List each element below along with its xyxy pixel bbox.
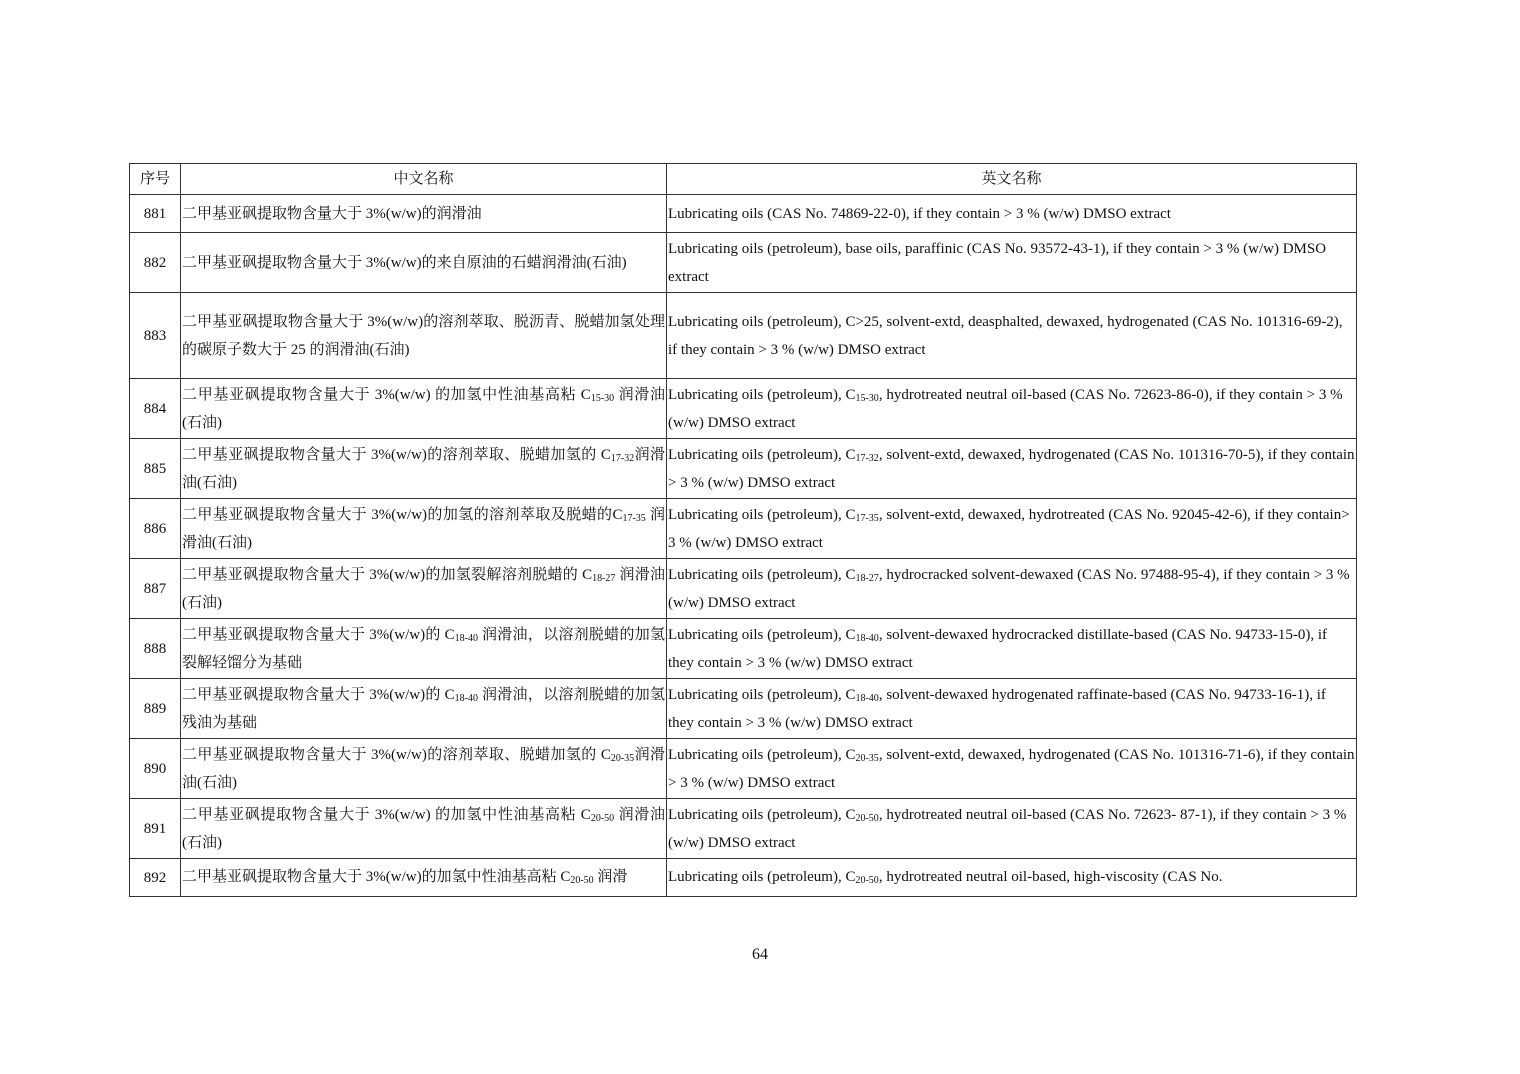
table-row: [130, 859, 1357, 897]
carbon-range-subscript: 17-35: [622, 512, 646, 524]
name-text: 润滑油，以溶剂脱蜡的加氢残油为基础: [182, 686, 665, 731]
name-text: 润滑油(石油): [182, 566, 665, 611]
carbon-range-subscript: 15-30: [590, 392, 615, 404]
name-text: , hydrotreated neutral oil-based (CAS No. 72623-86-0), if they contain > 3 % (w/w) DMSO extract: [668, 386, 1343, 431]
name-text: 二甲基亚砜提取物含量大于 3%(w/w)的溶剂萃取、脱蜡加氢的 C: [182, 446, 611, 463]
chinese-name-cell: [181, 439, 667, 499]
name-text: 二甲基亚砜提取物含量大于 3%(w/w)的加氢中性油基高粘 C: [182, 869, 571, 885]
chinese-name-cell: [181, 293, 667, 379]
name-text: 二甲基亚砜提取物含量大于 3%(w/w)的 C: [182, 686, 455, 703]
chinese-name-cell: [181, 739, 667, 799]
carbon-range-subscript: 20-35: [610, 752, 635, 764]
substance-table: [129, 163, 1357, 897]
serial-number-cell: 883: [130, 293, 181, 379]
name-text: 二甲基亚砜提取物含量大于 3%(w/w)的加氢的溶剂萃取及脱蜡的C: [182, 506, 623, 523]
carbon-range-subscript: 20-35: [855, 752, 879, 764]
name-text: 润滑油，以溶剂脱蜡的加氢裂解轻馏分为基础: [182, 626, 665, 671]
name-text: Lubricating oils (petroleum), C>25, solvent-extd, deasphalted, dewaxed, hydrogenated (CAS No. 101316-69-2), if they contain > 3 % (w/w) DMSO extract: [668, 313, 1343, 358]
table-row: [130, 739, 1357, 799]
name-text: 二甲基亚砜提取物含量大于 3%(w/w)的加氢裂解溶剂脱蜡的 C: [182, 566, 593, 583]
serial-number-cell: 890: [130, 739, 181, 799]
chinese-name-cell: [181, 233, 667, 293]
name-text: , solvent-dewaxed hydrocracked distillate-based (CAS No. 94733-15-0), if they contain > 3 % (w/w) DMSO extract: [668, 626, 1328, 671]
english-name-cell: [667, 439, 1357, 499]
carbon-range-subscript: 20-50: [570, 875, 594, 886]
chinese-name-cell: [181, 799, 667, 859]
carbon-range-subscript: 17-35: [855, 512, 879, 524]
name-text: Lubricating oils (petroleum), C: [668, 626, 856, 643]
name-text: 二甲基亚砜提取物含量大于 3%(w/w)的来自原油的石蜡润滑油(石油): [182, 254, 627, 271]
carbon-range-subscript: 15-30: [855, 392, 879, 404]
name-text: 润滑: [593, 869, 628, 885]
table-row: [130, 195, 1357, 233]
name-text: 二甲基亚砜提取物含量大于 3%(w/w)的溶剂萃取、脱蜡加氢的 C: [182, 746, 611, 763]
carbon-range-subscript: 17-32: [610, 452, 635, 464]
name-text: 润滑油(石油): [182, 746, 665, 791]
chinese-name-cell: [181, 195, 667, 233]
name-text: , hydrocracked solvent-dewaxed (CAS No. 97488-95-4), if they contain > 3 % (w/w) DMSO extract: [668, 566, 1350, 611]
english-name-cell: [667, 379, 1357, 439]
name-text: Lubricating oils (petroleum), base oils, paraffinic (CAS No. 93572-43-1), if they contain > 3 % (w/w) DMSO extract: [668, 240, 1327, 285]
table-row: [130, 379, 1357, 439]
english-name-cell: [667, 293, 1357, 379]
header-chinese-name: 中文名称: [181, 164, 667, 195]
table-row: [130, 499, 1357, 559]
name-text: Lubricating oils (petroleum), C: [668, 869, 856, 885]
english-name-cell: [667, 559, 1357, 619]
carbon-range-subscript: 18-40: [855, 632, 879, 644]
english-name-cell: [667, 499, 1357, 559]
chinese-name-cell: [181, 859, 667, 897]
serial-number-cell: 891: [130, 799, 181, 859]
name-text: 二甲基亚砜提取物含量大于 3%(w/w)的溶剂萃取、脱沥青、脱蜡加氢处理的碳原子数大于 25 的润滑油(石油): [182, 313, 665, 358]
name-text: 二甲基亚砜提取物含量大于 3%(w/w) 的加氢中性油基高粘 C: [182, 386, 591, 403]
english-name-cell: [667, 799, 1357, 859]
name-text: , hydrotreated neutral oil-based, high-viscosity (CAS No.: [878, 869, 1223, 885]
chinese-name-cell: [181, 619, 667, 679]
serial-number-cell: 889: [130, 679, 181, 739]
serial-number-cell: 888: [130, 619, 181, 679]
serial-number-cell: 892: [130, 859, 181, 897]
name-text: Lubricating oils (CAS No. 74869-22-0), if they contain > 3 % (w/w) DMSO extract: [668, 205, 1171, 222]
serial-number-cell: 882: [130, 233, 181, 293]
chinese-name-cell: [181, 499, 667, 559]
english-name-cell: [667, 233, 1357, 293]
serial-number-cell: 887: [130, 559, 181, 619]
name-text: Lubricating oils (petroleum), C: [668, 806, 856, 823]
name-text: Lubricating oils (petroleum), C: [668, 386, 856, 403]
name-text: 润滑油(石油): [182, 386, 665, 431]
name-text: Lubricating oils (petroleum), C: [668, 506, 856, 523]
name-text: Lubricating oils (petroleum), C: [668, 566, 856, 583]
name-text: , hydrotreated neutral oil-based (CAS No. 72623- 87-1), if they contain > 3 % (w/w) DMSO extract: [668, 806, 1347, 851]
name-text: 二甲基亚砜提取物含量大于 3%(w/w)的润滑油: [182, 205, 482, 222]
chinese-name-cell: [181, 679, 667, 739]
name-text: 润滑油(石油): [182, 446, 665, 491]
table-row: [130, 559, 1357, 619]
table-header-row: [130, 164, 1357, 195]
table-row: [130, 233, 1357, 293]
name-text: 润滑油(石油): [182, 506, 665, 551]
carbon-range-subscript: 20-50: [855, 875, 879, 886]
serial-number-cell: 884: [130, 379, 181, 439]
serial-number-cell: 886: [130, 499, 181, 559]
name-text: 润滑油(石油): [182, 806, 665, 851]
table-body: [130, 195, 1357, 897]
table-row: [130, 619, 1357, 679]
english-name-cell: [667, 679, 1357, 739]
name-text: Lubricating oils (petroleum), C: [668, 446, 856, 463]
chinese-name-cell: [181, 379, 667, 439]
english-name-cell: [667, 619, 1357, 679]
page-number: 64: [752, 946, 768, 963]
name-text: , solvent-extd, dewaxed, hydrogenated (CAS No. 101316-70-5), if they contain > 3 % (w/w) DMSO extract: [668, 446, 1355, 491]
serial-number-cell: 885: [130, 439, 181, 499]
carbon-range-subscript: 18-27: [592, 572, 616, 584]
name-text: 二甲基亚砜提取物含量大于 3%(w/w) 的加氢中性油基高粘 C: [182, 806, 591, 823]
carbon-range-subscript: 18-27: [855, 572, 879, 584]
name-text: Lubricating oils (petroleum), C: [668, 746, 856, 763]
carbon-range-subscript: 18-40: [855, 692, 879, 704]
name-text: 二甲基亚砜提取物含量大于 3%(w/w)的 C: [182, 626, 455, 643]
header-serial-number: 序号: [130, 164, 181, 195]
name-text: , solvent-extd, dewaxed, hydrogenated (CAS No. 101316-71-6), if they contain > 3 % (w/w) DMSO extract: [668, 746, 1355, 791]
table-row: [130, 679, 1357, 739]
table-row: [130, 293, 1357, 379]
carbon-range-subscript: 20-50: [855, 812, 879, 824]
table-row: [130, 799, 1357, 859]
name-text: Lubricating oils (petroleum), C: [668, 686, 856, 703]
name-text: , solvent-dewaxed hydrogenated raffinate-based (CAS No. 94733-16-1), if they contain > 3 % (w/w) DMSO extract: [668, 686, 1326, 731]
english-name-cell: [667, 739, 1357, 799]
carbon-range-subscript: 18-40: [454, 632, 478, 644]
english-name-cell: [667, 195, 1357, 233]
header-english-name: 英文名称: [667, 164, 1357, 195]
table-row: [130, 439, 1357, 499]
english-name-cell: [667, 859, 1357, 897]
name-text: , solvent-extd, dewaxed, hydrotreated (CAS No. 92045-42-6), if they contain> 3 % (w/w) DMSO extract: [668, 506, 1350, 551]
chinese-name-cell: [181, 559, 667, 619]
carbon-range-subscript: 17-32: [855, 452, 879, 464]
carbon-range-subscript: 18-40: [454, 692, 478, 704]
serial-number-cell: 881: [130, 195, 181, 233]
carbon-range-subscript: 20-50: [590, 812, 615, 824]
